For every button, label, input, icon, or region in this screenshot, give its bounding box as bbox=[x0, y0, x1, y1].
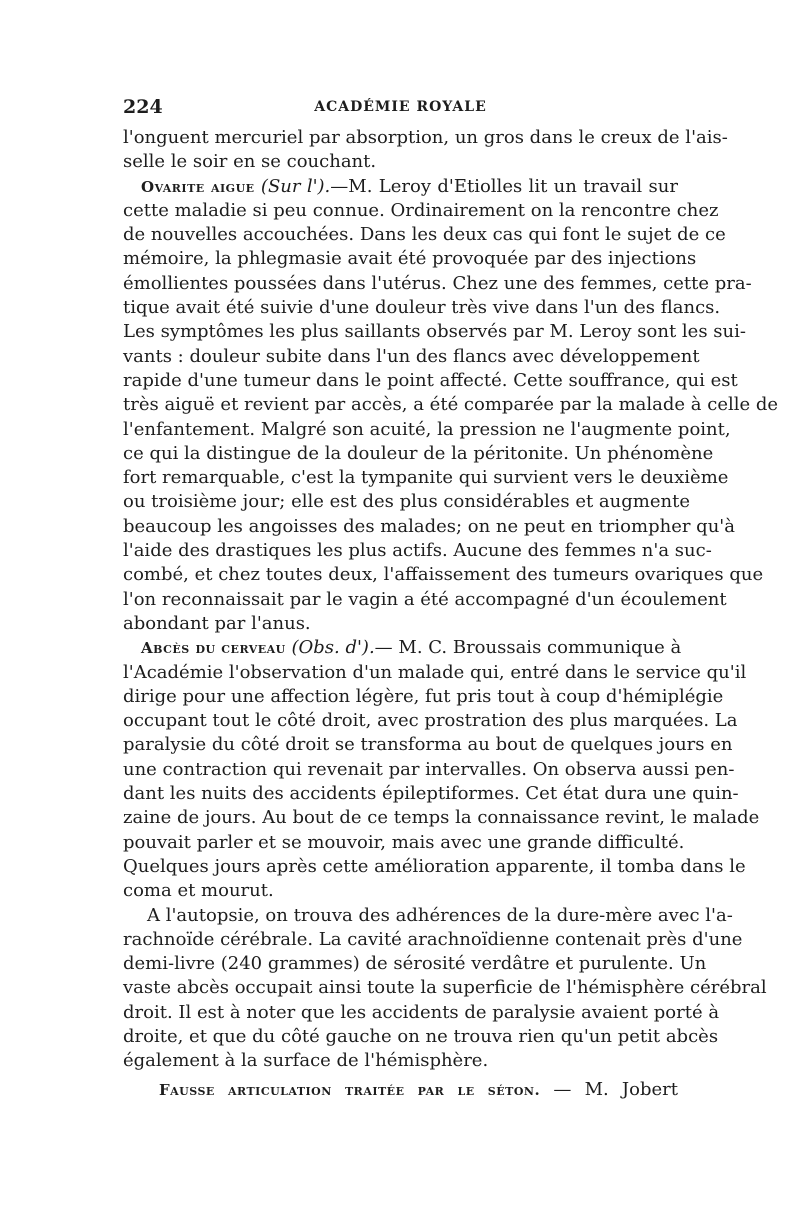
text-line: Quelques jours après cette amélioration apparente, il tomba dans le bbox=[123, 855, 746, 877]
page-number: 224 bbox=[123, 96, 163, 118]
text-line: l'on reconnaissait par le vagin a été accompagné d'un écoulement bbox=[123, 588, 727, 610]
text-line: également à la surface de l'hémisphère. bbox=[123, 1050, 489, 1072]
text-line: Abcès du cerveau (Obs. d').— M. C. Broussais communique à bbox=[141, 637, 682, 659]
section-heading: Fausse articulation traitée par le séton. bbox=[159, 1080, 541, 1099]
section-heading: Abcès du cerveau bbox=[141, 639, 286, 658]
text-line: coma et mourut. bbox=[123, 880, 274, 902]
text-line: pouvait parler et se mouvoir, mais avec une grande difficulté. bbox=[123, 831, 685, 853]
text-line: une contraction qui revenait par intervalles. On observa aussi pen- bbox=[123, 758, 735, 780]
text-line: selle le soir en se couchant. bbox=[123, 151, 377, 173]
body-text bbox=[123, 126, 779, 1102]
section-heading: Ovarite aigue bbox=[141, 177, 255, 196]
text-line: abondant par l'anus. bbox=[123, 612, 311, 634]
text-line: droite, et que du côté gauche on ne trouva rien qu'un petit abcès bbox=[123, 1025, 719, 1047]
text-line: tique avait été suivie d'une douleur très vive dans l'un des flancs. bbox=[123, 297, 721, 319]
section-reference: (Obs. d'). bbox=[291, 637, 375, 659]
text-line: Fausse articulation traitée par le séton. — M. Jobert bbox=[159, 1078, 678, 1100]
text-line: cette maladie si peu connue. Ordinairement on la rencontre chez bbox=[123, 199, 719, 221]
text-line: très aiguë et revient par accès, a été comparée par la malade à celle de bbox=[123, 394, 779, 416]
text-line: de nouvelles accouchées. Dans les deux cas qui font le sujet de ce bbox=[123, 224, 726, 246]
text-line: l'aide des drastiques les plus actifs. Aucune des femmes n'a suc- bbox=[123, 540, 712, 562]
running-title: ACADÉMIE ROYALE bbox=[314, 99, 487, 115]
text-line: occupant tout le côté droit, avec prostration des plus marquées. La bbox=[123, 710, 738, 732]
section-reference: (Sur l'). bbox=[260, 175, 331, 197]
text-line: rapide d'une tumeur dans le point affecté. Cette souffrance, qui est bbox=[123, 369, 738, 391]
text-line: l'onguent mercuriel par absorption, un gros dans le creux de l'ais- bbox=[123, 127, 728, 148]
text-line: l'enfantement. Malgré son acuité, la pression ne l'augmente point, bbox=[123, 418, 731, 440]
text-line: fort remarquable, c'est la tympanite qui survient vers le deuxième bbox=[123, 467, 729, 489]
text-line: demi-livre (240 grammes) de sérosité verdâtre et purulente. Un bbox=[123, 953, 707, 975]
text-line: beaucoup les angoisses des malades; on ne peut en triompher qu'à bbox=[123, 515, 735, 537]
text-line: A l'autopsie, on trouva des adhérences de la dure-mère avec l'a- bbox=[147, 904, 733, 926]
text-line: rachnoïde cérébrale. La cavité arachnoïdienne contenait près d'une bbox=[123, 928, 743, 950]
page-header bbox=[123, 96, 678, 120]
text-line: droit. Il est à noter que les accidents de paralysie avaient porté à bbox=[123, 1001, 720, 1023]
text-line: émollientes poussées dans l'utérus. Chez une des femmes, cette pra- bbox=[123, 272, 752, 294]
text-line: vants : douleur subite dans l'un des flancs avec développement bbox=[123, 345, 700, 367]
text-line: mémoire, la phlegmasie avait été provoquée par des injections bbox=[123, 248, 697, 270]
text-line: vaste abcès occupait ainsi toute la superficie de l'hémisphère cérébral bbox=[123, 977, 767, 999]
text-line: Les symptômes les plus saillants observés par M. Leroy sont les sui- bbox=[123, 321, 746, 343]
text-line: ou troisième jour; elle est des plus considérables et augmente bbox=[123, 491, 690, 513]
text-line: dant les nuits des accidents épileptiformes. Cet état dura une quin- bbox=[123, 783, 739, 805]
text-line: zaine de jours. Au bout de ce temps la connaissance revint, le malade bbox=[123, 807, 760, 829]
text-line: paralysie du côté droit se transforma au bout de quelques jours en bbox=[123, 734, 733, 756]
text-line: Ovarite aigue (Sur l').—M. Leroy d'Etiolles lit un travail sur bbox=[141, 175, 678, 197]
text-line: ce qui la distingue de la douleur de la péritonite. Un phénomène bbox=[123, 442, 714, 464]
text-line: dirige pour une affection légère, fut pris tout à coup d'hémiplégie bbox=[123, 685, 724, 707]
text-line: combé, et chez toutes deux, l'affaissement des tumeurs ovariques que bbox=[123, 564, 764, 586]
text-line: l'Académie l'observation d'un malade qui, entré dans le service qu'il bbox=[123, 661, 747, 683]
